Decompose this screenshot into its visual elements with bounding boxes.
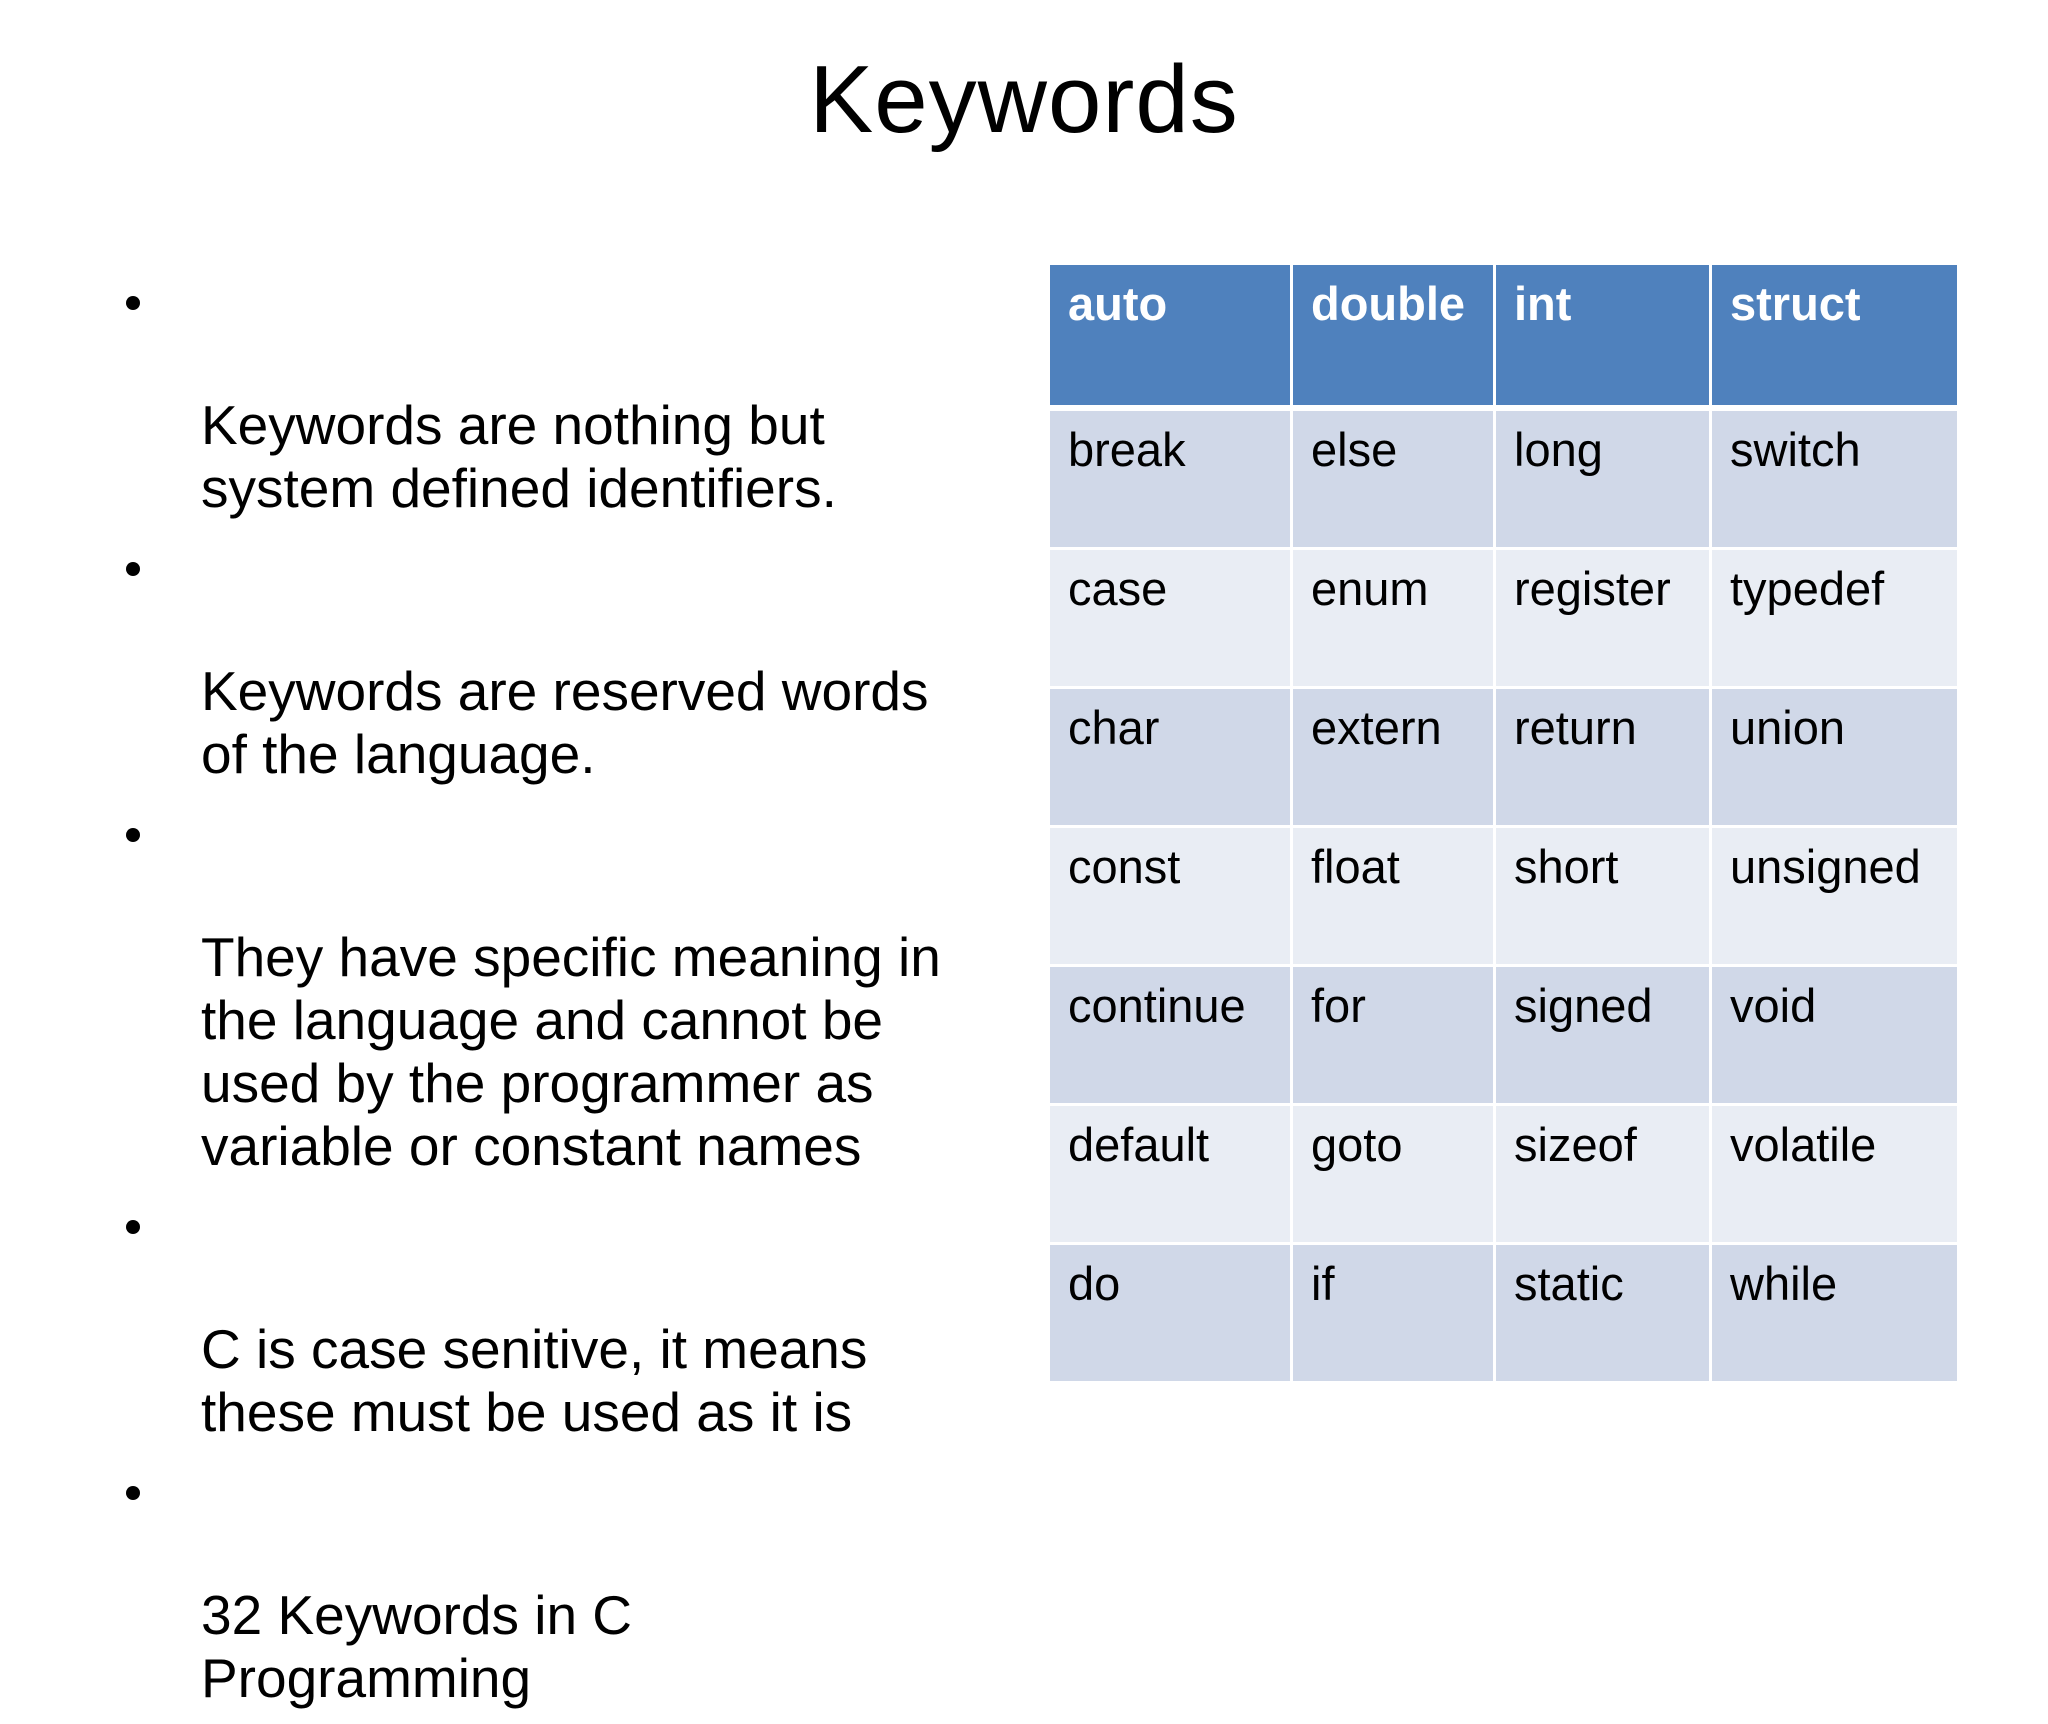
table-header-cell: struct [1711,264,1959,409]
table-cell: char [1049,688,1292,827]
table-header-cell: int [1495,264,1711,409]
table-cell: long [1495,408,1711,549]
table-cell: else [1292,408,1495,549]
table-cell: const [1049,827,1292,966]
table-row [1049,408,1959,549]
bullet-item [120,1458,1000,1710]
bullet-text: Keywords are nothing but system defined identifiers. [201,394,837,519]
table-cell: goto [1292,1105,1495,1244]
bullet-item [120,268,1000,520]
table-header-cell: double [1292,264,1495,409]
table-row [1049,1244,1959,1383]
keywords-table [1047,262,1960,1384]
table-cell: for [1292,966,1495,1105]
table-header-row [1049,264,1959,409]
bullet-text: They have specific meaning in the language and cannot be used by the programmer as variable or constant names [201,926,941,1177]
table-cell: short [1495,827,1711,966]
table-cell: sizeof [1495,1105,1711,1244]
slide-title: Keywords [809,46,1239,153]
table-cell: typedef [1711,549,1959,688]
bullet-item [120,534,1000,786]
table-cell: switch [1711,408,1959,549]
table-row [1049,549,1959,688]
table-cell: void [1711,966,1959,1105]
table-row [1049,1105,1959,1244]
table-cell: break [1049,408,1292,549]
table-cell: volatile [1711,1105,1959,1244]
table-cell: enum [1292,549,1495,688]
table-cell: extern [1292,688,1495,827]
table-cell: float [1292,827,1495,966]
bullet-dot-icon [126,562,140,576]
bullet-item [120,1192,1000,1444]
bullet-text: C is case senitive, it means these must be used as it is [201,1318,868,1443]
table-cell: do [1049,1244,1292,1383]
table-row [1049,827,1959,966]
table-row [1049,688,1959,827]
bullet-dot-icon [126,1486,140,1500]
bullet-dot-icon [126,296,140,310]
table-header-cell: auto [1049,264,1292,409]
table-cell: while [1711,1244,1959,1383]
table-cell: continue [1049,966,1292,1105]
bullet-text: Keywords are reserved words of the language. [201,660,929,785]
table-cell: case [1049,549,1292,688]
bullet-text: 32 Keywords in C Programming [201,1584,633,1709]
table-cell: register [1495,549,1711,688]
table-cell: default [1049,1105,1292,1244]
bullet-dot-icon [126,828,140,842]
table-cell: unsigned [1711,827,1959,966]
table-cell: static [1495,1244,1711,1383]
table-cell: signed [1495,966,1711,1105]
table-cell: return [1495,688,1711,827]
bullet-list [120,268,1000,1724]
bullet-dot-icon [126,1220,140,1234]
table-cell: if [1292,1244,1495,1383]
table-cell: union [1711,688,1959,827]
table-row [1049,966,1959,1105]
bullet-item [120,800,1000,1178]
